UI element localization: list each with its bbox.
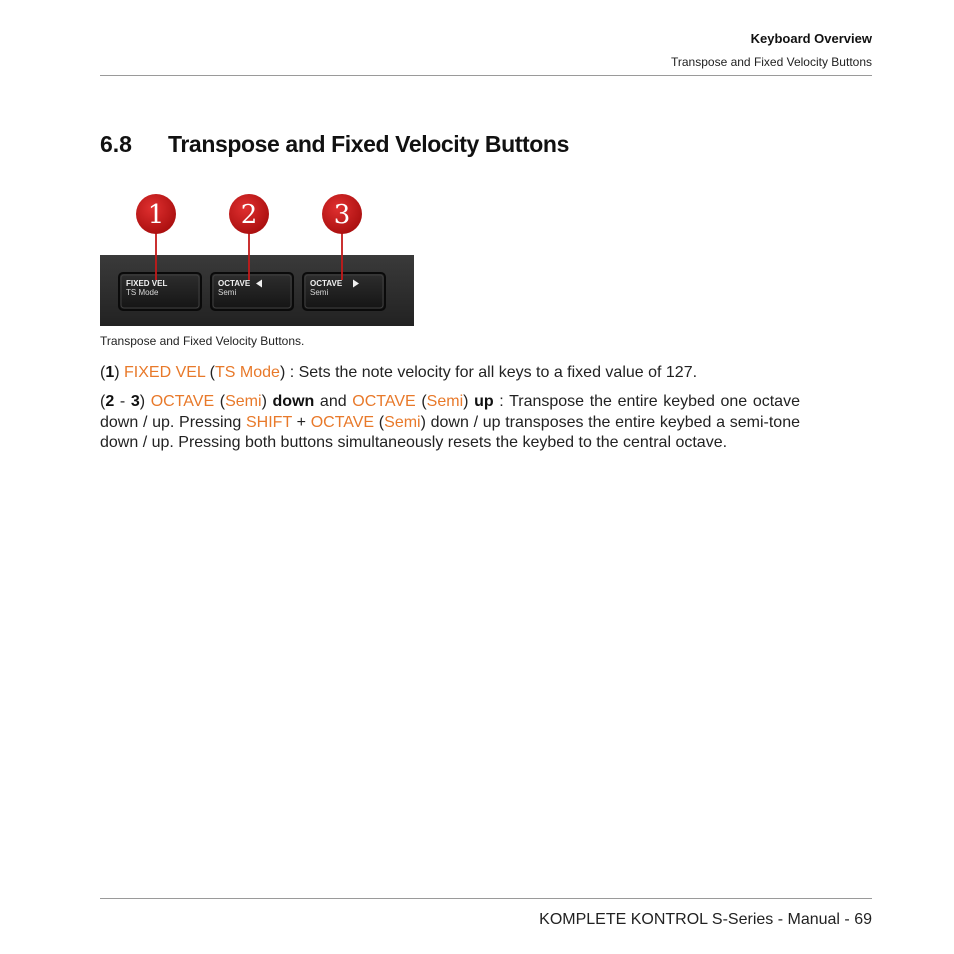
paragraph-octave: (2 - 3) OCTAVE (Semi) down and OCTAVE (Semi) up : Transpose the entire keybed one octave down / up. Pressing SHIFT + OCTAVE (Semi) down / up transposes the entire keybed a semi-tone down / up. Pressing both buttons simultaneously resets the keybed to the central octave. (100, 393, 800, 451)
figure-caption: Transpose and Fixed Velocity Buttons. (100, 334, 305, 348)
semi-up-label: Semi (310, 288, 329, 297)
octave-up-button (303, 273, 385, 310)
p1-shift-label: TS Mode (215, 364, 280, 381)
callout-2-number: 2 (240, 200, 258, 230)
p1-description: : Sets the note velocity for all keys to a fixed value of 127. (285, 364, 698, 381)
section-title: Transpose and Fixed Velocity Buttons (168, 131, 569, 157)
callout-3 (322, 194, 362, 234)
p2-number-to: 3 (130, 393, 140, 410)
p1-number: 1 (105, 364, 115, 381)
semi-down-label: Semi (218, 288, 237, 297)
p2-shift-label-b: Semi (426, 393, 464, 410)
p2-control-c: OCTAVE (310, 413, 375, 431)
p2-and: and (314, 393, 353, 410)
buttons-illustration (100, 190, 414, 326)
fixed-vel-label: FIXED VEL (126, 279, 168, 288)
p2-shift: SHIFT (246, 413, 292, 431)
octave-down-button (211, 273, 293, 310)
callout-3-number: 3 (333, 200, 351, 230)
p2-plus: + (291, 413, 311, 431)
p2-control-a: OCTAVE (150, 393, 215, 410)
header-divider (100, 75, 872, 76)
buttons-figure (100, 190, 414, 326)
p2-shift-label-a: Semi (225, 393, 262, 410)
p2-up: up (474, 393, 494, 410)
p1-control: FIXED VEL (124, 364, 206, 381)
fixed-vel-button (119, 273, 201, 310)
running-header-section: Transpose and Fixed Velocity Buttons (671, 55, 872, 69)
footer-divider (100, 898, 872, 899)
p2-control-b: OCTAVE (352, 393, 416, 410)
page-footer: KOMPLETE KONTROL S-Series - Manual - 69 (539, 911, 872, 928)
callout-1 (136, 194, 176, 234)
section-number: 6.8 (100, 131, 132, 157)
p2-number-from: 2 (105, 393, 115, 410)
paragraph-fixed-vel: (1) FIXED VEL (TS Mode) : Sets the note velocity for all keys to a fixed value of 127. (100, 364, 698, 381)
callout-2 (229, 194, 269, 234)
p2-down: down (272, 393, 315, 410)
p2-shift-label-c: Semi (384, 413, 421, 431)
ts-mode-label: TS Mode (126, 288, 159, 297)
octave-down-label: OCTAVE (218, 279, 251, 288)
p2-text-1: : Transpose the entire keybed one octave down / up. Pressing (100, 393, 800, 431)
octave-up-label: OCTAVE (310, 279, 343, 288)
p2-text-2: down / up transposes the entire keybed a semi-tone down / up. Pressing both buttons simultaneously resets the keybed to the central octave. (100, 413, 800, 451)
running-header-chapter: Keyboard Overview (750, 31, 872, 46)
callout-1-number: 1 (147, 200, 165, 230)
